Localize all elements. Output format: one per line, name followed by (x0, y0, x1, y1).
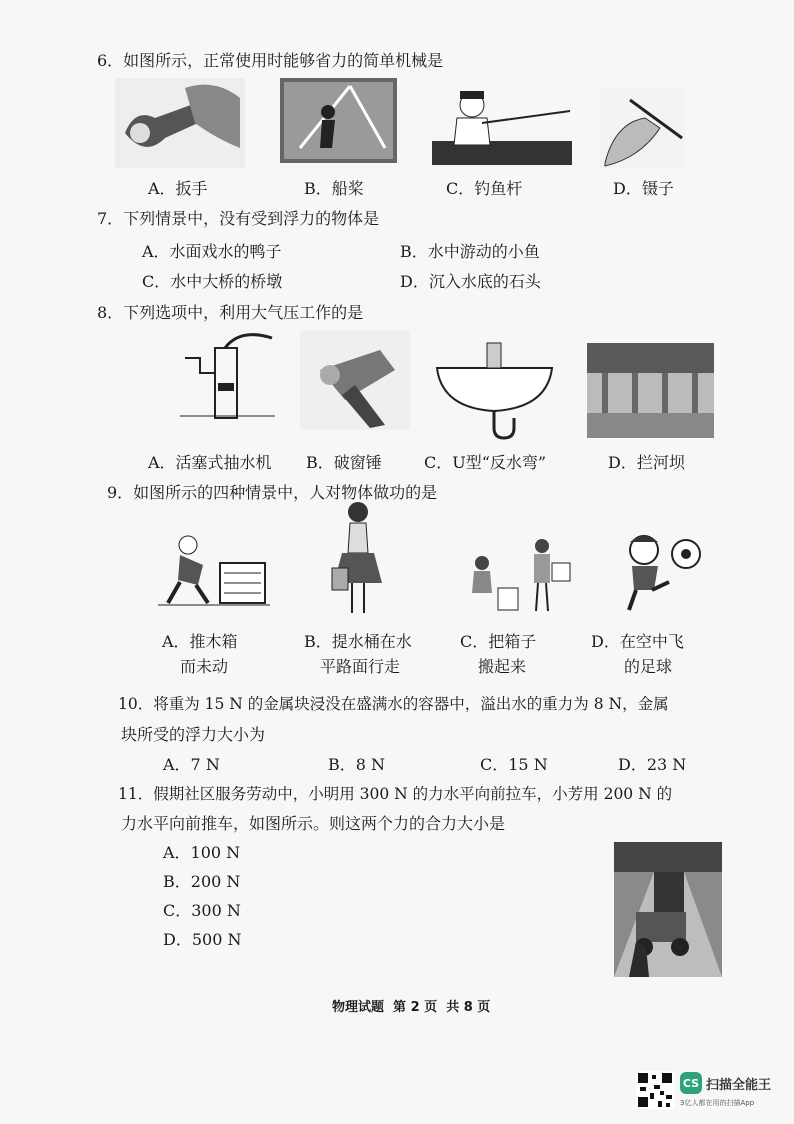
tweezers-image (600, 88, 685, 168)
qr-code-image (636, 1071, 674, 1109)
q6-option-b: B．船桨 (304, 179, 364, 198)
q7-option-a: A．水面戏水的鸭子 (142, 242, 282, 261)
q7-stem: 7．下列情景中，没有受到浮力的物体是 (97, 209, 380, 228)
scanner-logo-badge: CS (680, 1072, 702, 1094)
q9-stem: 9．如图所示的四种情景中，人对物体做功的是 (107, 483, 438, 502)
q9-option-d-line1: D．在空中飞 (591, 632, 684, 651)
q6-option-c: C．钓鱼杆 (446, 179, 523, 198)
q10-option-b: B．8 N (328, 755, 386, 774)
dam-image (587, 343, 714, 438)
q8-option-d: D．拦河坝 (608, 453, 685, 472)
q8-stem: 8．下列选项中，利用大气压工作的是 (97, 303, 364, 322)
q6-option-a: A．扳手 (148, 179, 208, 198)
q6-stem: 6．如图所示，正常使用时能够省力的简单机械是 (97, 51, 444, 70)
q10-option-a: A．7 N (163, 755, 220, 774)
q9-option-a-line1: A．推木箱 (162, 632, 238, 651)
q7-option-c: C．水中大桥的桥墩 (142, 272, 283, 291)
fishing-rod-image (432, 83, 572, 165)
q9-option-d-line2: 的足球 (624, 657, 673, 676)
q10-line2: 块所受的浮力大小为 (121, 725, 266, 744)
pump-image (180, 328, 275, 428)
q6-option-d: D．镊子 (613, 179, 674, 198)
q9-option-c-line1: C．把箱子 (460, 632, 537, 651)
q8-option-a: A．活塞式抽水机 (148, 453, 272, 472)
q10-option-c: C．15 N (480, 755, 548, 774)
lift-box-image (462, 538, 577, 613)
q10-line1: 10．将重为 15 N 的金属块浸没在盛满水的容器中，溢出水的重力为 8 N，金属 (118, 695, 669, 713)
page-footer: 物理试题 第 2 页 共 8 页 (332, 1000, 491, 1015)
q11-option-a: A．100 N (163, 843, 241, 862)
u-trap-image (432, 333, 560, 443)
q11-option-d: D．500 N (163, 930, 242, 949)
q8-option-b: B．破窗锤 (306, 453, 382, 472)
q8-option-c: C．U型“反水弯” (424, 453, 547, 472)
q11-line1: 11．假期社区服务劳动中，小明用 300 N 的力水平向前拉车，小芳用 200 N 的 (118, 785, 673, 803)
wrench-image (115, 78, 245, 168)
q10-option-d: D．23 N (618, 755, 687, 774)
q11-option-b: B．200 N (163, 872, 241, 891)
cart-photo-image (614, 842, 722, 977)
q9-option-c-line2: 搬起来 (478, 657, 527, 676)
soccer-image (614, 532, 704, 614)
oar-image (280, 78, 397, 163)
q7-option-d: D．沉入水底的石头 (400, 272, 541, 291)
scanner-app-name: 扫描全能王 (706, 1078, 772, 1093)
q11-line2: 力水平向前推车，如图所示。则这两个力的合力大小是 (121, 814, 506, 833)
q11-option-c: C．300 N (163, 901, 241, 920)
carry-bucket-image (330, 498, 390, 618)
window-breaker-image (300, 330, 410, 430)
q9-option-b-line1: B．提水桶在水 (304, 632, 412, 651)
q7-option-b: B．水中游动的小鱼 (400, 242, 540, 261)
push-box-image (158, 530, 270, 608)
q9-option-b-line2: 平路面行走 (320, 657, 401, 676)
scanner-tagline: 3亿人都在用的扫描App (680, 1099, 755, 1107)
q9-option-a-line2: 而未动 (180, 657, 229, 676)
